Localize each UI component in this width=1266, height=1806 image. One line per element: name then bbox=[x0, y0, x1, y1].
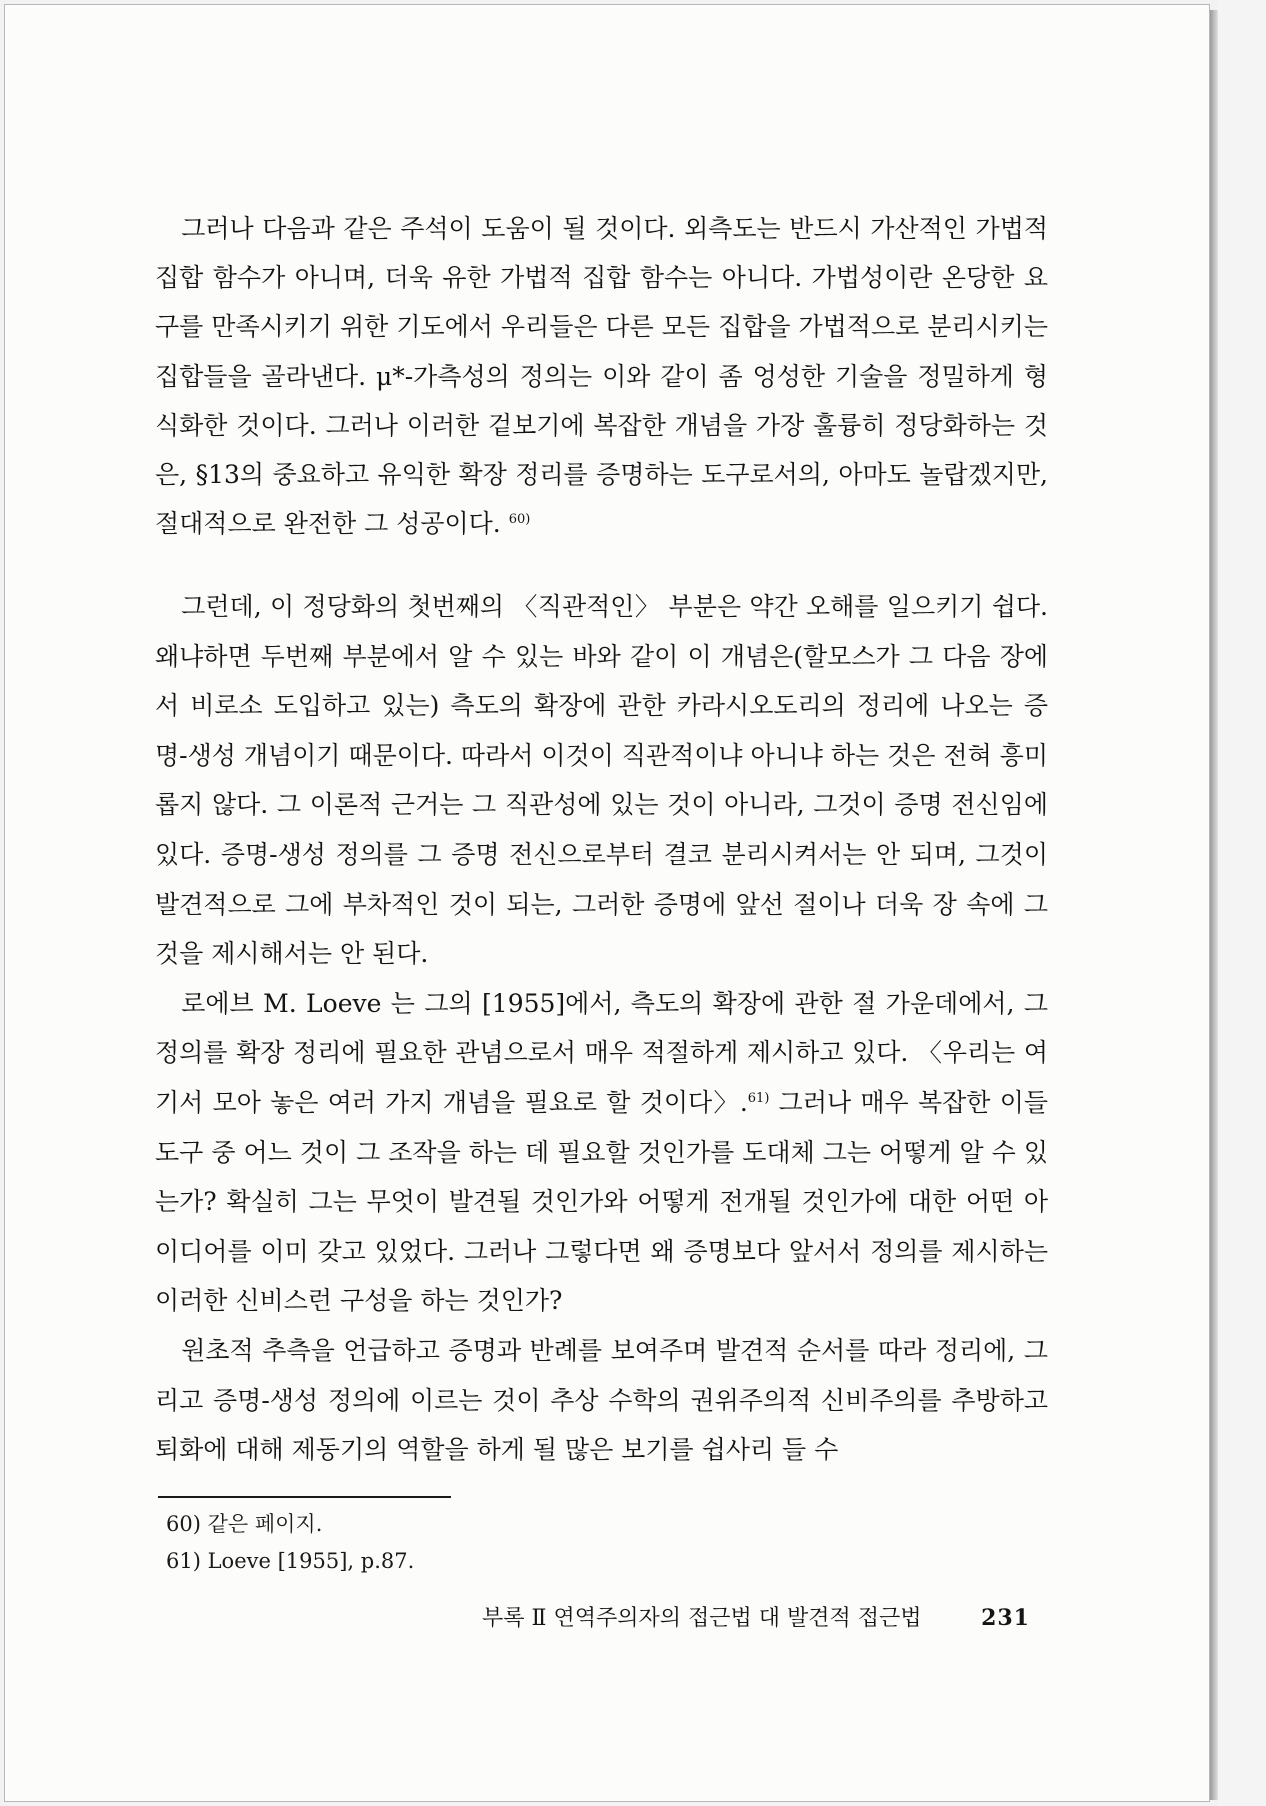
paragraph-2-part-1: 로에브 M. Loeve 는 그의 [1955]에서, 측도의 확장에 관한 절 가운데에서, 그 정의를 확장 정리에 필요한 관념으로서 매우 적절하게 제시하고 있다. 〈우리는 여기서 모아 놓은 여러 가지 개념을 필요로 할 것이다〉. bbox=[155, 988, 1048, 1117]
footnote-text: Loeve [1955], p.87. bbox=[207, 1549, 415, 1573]
footnote-number: 60) bbox=[166, 1512, 201, 1536]
quote-paragraph bbox=[155, 204, 1048, 548]
quoted-passage bbox=[155, 204, 1048, 548]
page-number: 231 bbox=[981, 1605, 1030, 1631]
footnote-60 bbox=[166, 1506, 414, 1543]
footer-title: 부록 Ⅱ 연역주의자의 접근법 대 발견적 접근법 bbox=[482, 1606, 922, 1631]
paragraph-1: 그런데, 이 정당화의 첫번째의 〈직관적인〉 부분은 약간 오해를 일으키기 쉽다. 왜냐하면 두번째 부분에서 알 수 있는 바와 같이 이 개념은(할모스가 그 다음 장에서 비로소 도입하고 있는) 측도의 확장에 관한 카라시오도리의 정리에 나오는 증명-생성 개념이기 때문이다. 따라서 이것이 직관적이냐 아니냐 하는 것은 전혀 흥미롭지 않다. 그 이론적 근거는 그 직관성에 있는 것이 아니라, 그것이 증명 전신임에 있다. 증명-생성 정의를 그 증명 전신으로부터 결코 분리시켜서는 안 되며, 그것이 발견적으로 그에 부차적인 것이 되는, 그러한 증명에 앞선 절이나 더욱 장 속에 그것을 제시해서는 안 된다. bbox=[155, 592, 1048, 969]
footnote-text: 같은 페이지. bbox=[207, 1512, 323, 1536]
footnotes bbox=[166, 1506, 414, 1580]
footnote-divider bbox=[158, 1496, 451, 1498]
footnote-ref-61: 61) bbox=[747, 1090, 770, 1106]
quote-text: 그러나 다음과 같은 주석이 도움이 될 것이다. 외측도는 반드시 가산적인 가법적 집합 함수가 아니며, 더욱 유한 가법적 집합 함수는 아니다. 가법성이란 온당한 요구를 만족시키기 위한 기도에서 우리들은 다른 모든 집합을 가법적으로 분리시키는 집합들을 골라낸다. μ*-가측성의 정의는 이와 같이 좀 엉성한 기술을 정밀하게 형식화한 것이다. 그러나 이러한 겉보기에 복잡한 개념을 가장 훌륭히 정당화하는 것은, §13의 중요하고 유익한 확장 정리를 증명하는 도구로서의, 아마도 놀랍겠지만, 절대적으로 완전한 그 성공이다. bbox=[155, 214, 1048, 539]
paragraph-2 bbox=[155, 979, 1048, 1326]
running-footer bbox=[482, 1601, 1030, 1632]
paragraph-2-part-2: 그러나 매우 복잡한 이들 도구 중 어느 것이 그 조작을 하는 데 필요할 것인가를 도대체 그는 어떻게 알 수 있는가? 확실히 그는 무엇이 발견될 것인가와 어떻게 전개될 것인가에 대한 어떤 아이디어를 이미 갖고 있었다. 그러나 그렇다면 왜 증명보다 앞서서 정의를 제시하는 이러한 신비스런 구성을 하는 것인가? bbox=[155, 1087, 1048, 1316]
footnote-ref-60: 60) bbox=[508, 512, 531, 528]
main-text bbox=[155, 582, 1048, 1475]
paragraph-3: 원초적 추측을 언급하고 증명과 반례를 보여주며 발견적 순서를 따라 정리에, 그리고 증명-생성 정의에 이르는 것이 추상 수학의 권위주의적 신비주의를 추방하고 퇴화에 대해 제동기의 역할을 하게 될 많은 보기를 쉽사리 들 수 bbox=[155, 1335, 1048, 1465]
page-background-edge bbox=[1218, 0, 1266, 1806]
page-shadow bbox=[1210, 10, 1218, 1800]
footnote-61 bbox=[166, 1543, 414, 1580]
footnote-number: 61) bbox=[166, 1549, 201, 1573]
